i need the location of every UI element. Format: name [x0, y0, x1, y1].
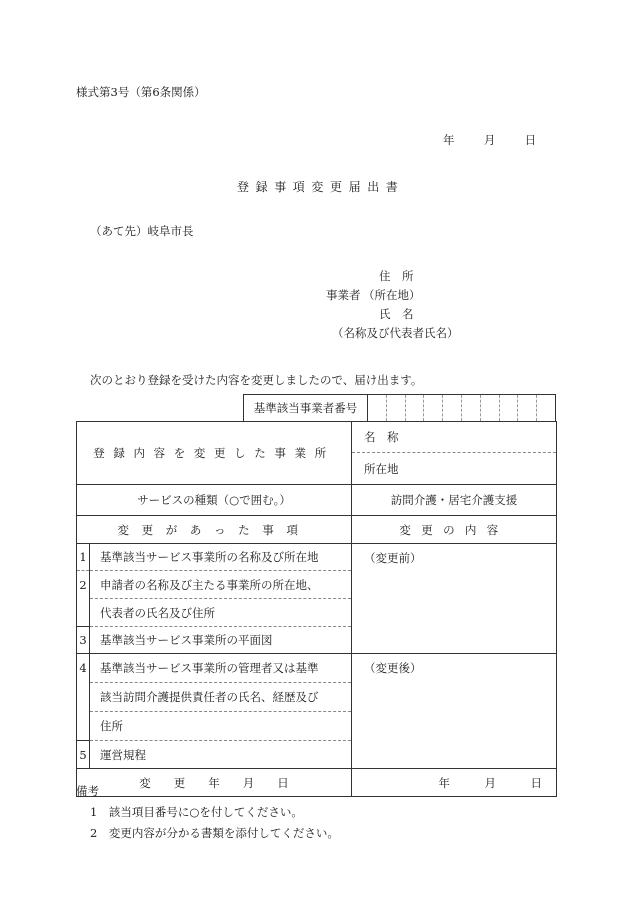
- item-line: 基準該当サービス事業所の管理者又は基準: [90, 654, 352, 683]
- after-label: （変更後）: [364, 661, 422, 675]
- business-number-label: 基準該当事業者番号: [244, 395, 368, 421]
- item-number[interactable]: 2: [77, 571, 90, 599]
- note-line: 2 変更内容が分かる書類を添付してください。: [90, 826, 339, 840]
- service-type-value[interactable]: 訪問介護・居宅介護支援: [352, 485, 557, 516]
- office-location-label: 所在地: [364, 461, 399, 476]
- item-line: 住所: [90, 712, 352, 741]
- office-name-cell[interactable]: [352, 422, 557, 453]
- location-label: （所在地）: [363, 288, 421, 302]
- date-line: [443, 132, 536, 148]
- name-label: 氏 名: [379, 307, 414, 321]
- address-label: 住 所: [379, 269, 414, 283]
- before-contents-cell[interactable]: [352, 544, 557, 654]
- office-name-label: 名 称: [364, 430, 399, 444]
- item-line: 運営規程: [90, 741, 352, 769]
- intro-text: 次のとおり登録を受けた内容を変更しましたので、届け出ます。: [90, 373, 423, 387]
- date-month: 月: [483, 133, 496, 147]
- business-number-box: [243, 394, 556, 421]
- notes-heading: 備考: [76, 784, 99, 798]
- addressee: （あて先）岐阜市長: [90, 224, 194, 238]
- change-date-label: 変 更 年 月 日: [77, 769, 352, 797]
- business-label: 事業者: [326, 288, 361, 302]
- registration-change-table: [76, 421, 557, 797]
- form-number: 様式第3号（第6条関係）: [76, 85, 206, 99]
- item-number[interactable]: 5: [77, 741, 90, 769]
- business-number-field[interactable]: [368, 395, 555, 421]
- date-day: 日: [524, 133, 537, 147]
- changed-office-label: 登録内容を変更した事業所: [77, 422, 352, 485]
- note-line: 1 該当項目番号に○を付してください。: [90, 805, 303, 819]
- item-number[interactable]: 4: [77, 654, 90, 683]
- item-number[interactable]: 3: [77, 627, 90, 654]
- change-date-value[interactable]: 年 月 日: [352, 769, 557, 797]
- after-contents-cell[interactable]: [352, 654, 557, 769]
- item-line: 代表者の氏名及び住所: [90, 599, 352, 627]
- service-type-label: サービスの種類（○で囲む。）: [77, 485, 352, 516]
- header-contents: 変更の内容: [352, 516, 557, 544]
- before-label: （変更前）: [364, 551, 422, 565]
- document-title: 登録事項変更届出書: [237, 180, 405, 194]
- header-items: 変更があった事項: [77, 516, 352, 544]
- name-note: （名称及び代表者氏名）: [332, 326, 459, 340]
- item-line: 該当訪問介護提供責任者の氏名、経歴及び: [90, 683, 352, 712]
- item-line: 基準該当サービス事業所の名称及び所在地: [90, 544, 352, 571]
- item-line: 基準該当サービス事業所の平面図: [90, 627, 352, 654]
- item-line: 申請者の名称及び主たる事業所の所在地、: [90, 571, 352, 599]
- item-number[interactable]: 1: [77, 544, 90, 571]
- date-year: 年: [443, 133, 455, 147]
- office-location-cell[interactable]: [352, 453, 557, 485]
